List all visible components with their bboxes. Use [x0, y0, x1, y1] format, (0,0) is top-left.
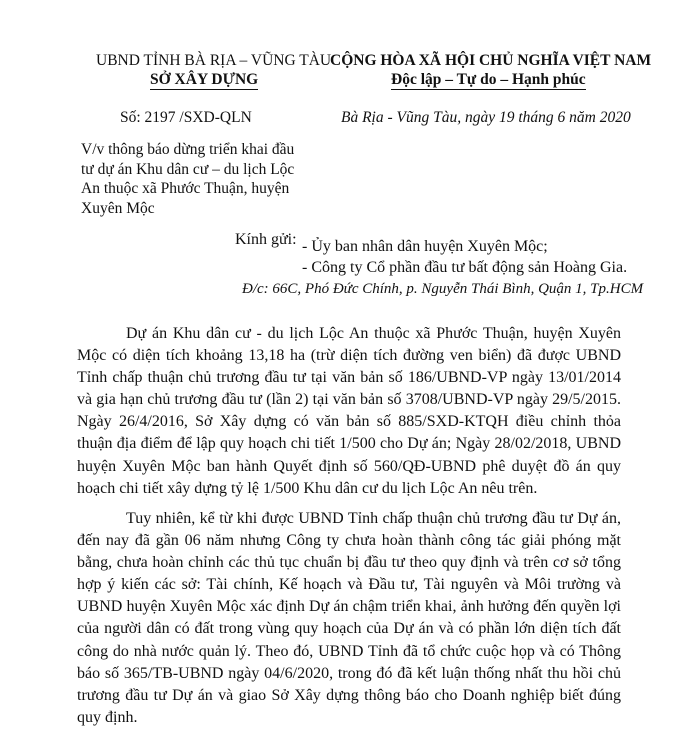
document-number: Số: 2197 /SXD-QLN	[120, 109, 252, 126]
subject-line-2: tư dự án Khu dân cư – du lịch Lộc	[81, 160, 295, 178]
place-and-date: Bà Rịa - Vũng Tàu, ngày 19 tháng 6 năm 2020	[341, 109, 631, 126]
issuing-department	[150, 70, 258, 90]
recipient-address: Đ/c: 66C, Phó Đức Chính, p. Nguyễn Thái Bình, Quận 1, Tp.HCM	[242, 281, 644, 297]
subject-line-4: Xuyên Mộc	[81, 199, 155, 217]
national-title: CỘNG HÒA XÃ HỘI CHỦ NGHĨA VIỆT NAM	[330, 52, 652, 69]
body-paragraph-1: Dự án Khu dân cư - du lịch Lộc An thuộc xã Phước Thuận, huyện Xuyên Mộc có diện tích khoảng 13,18 ha (trừ diện tích đường ven biển) đã được UBND Tỉnh chấp thuận chủ trương đầu tư tại văn bản số 186/UBND-VP ngày 13/01/2014 và gia hạn chủ trương đầu tư (lần 2) tại văn bản số 3708/UBND-VP ngày 29/5/2015. Ngày 26/4/2016, Sở Xây dựng có văn bản số 885/SXD-KTQH điều chỉnh thỏa thuận địa điểm để lập quy hoạch chi tiết 1/500 cho Dự án; Ngày 28/02/2018, UBND huyện Xuyên Mộc ban hành Quyết định số 560/QĐ-UBND phê duyệt đồ án quy hoạch chi tiết xây dựng tỷ lệ 1/500 Khu dân cư du lịch Lộc An nêu trên.	[77, 325, 621, 497]
motto-text: Độc lập – Tự do – Hạnh phúc	[391, 71, 586, 88]
subject-line-3: An thuộc xã Phước Thuận, huyện	[81, 180, 290, 197]
national-motto	[391, 70, 586, 90]
recipient-item: - Công ty Cổ phần đầu tư bất động sản Hoàng Gia.	[302, 259, 628, 276]
recipients-label: Kính gửi:	[235, 231, 297, 248]
subject-line-1: V/v thông báo dừng triển khai đầu	[81, 141, 295, 158]
department-name: SỞ XÂY DỰNG	[150, 71, 259, 88]
recipient-item: - Ủy ban nhân dân huyện Xuyên Mộc;	[302, 238, 548, 255]
issuing-authority: UBND TỈNH BÀ RỊA – VŨNG TÀU	[96, 52, 332, 69]
body-paragraph-2: Tuy nhiên, kể từ khi được UBND Tỉnh chấp thuận chủ trương đầu tư Dự án, đến nay đã gần 06 năm nhưng Công ty chưa hoàn thành công tác giải phóng mặt bằng, chưa hoàn chỉnh các thủ tục chuẩn bị đầu tư theo quy định và trên cơ sở tổng hợp ý kiến các sở: Tài chính, Kế hoạch và Đầu tư, Tài nguyên và Môi trường và UBND huyện Xuyên Mộc xác định Dự án chậm triển khai, ảnh hưởng đến quyền lợi của người dân có đất trong vùng quy hoạch của Dự án và có phần lớn diện tích đất công do nhà nước quản lý. Theo đó, UBND Tỉnh đã tổ chức cuộc họp và có Thông báo số 365/TB-UBND ngày 04/6/2020, trong đó đã kết luận thống nhất thu hồi chủ trương đầu tư Dự án và giao Sở Xây dựng thông báo cho Doanh nghiệp biết đúng quy định.	[77, 510, 621, 726]
